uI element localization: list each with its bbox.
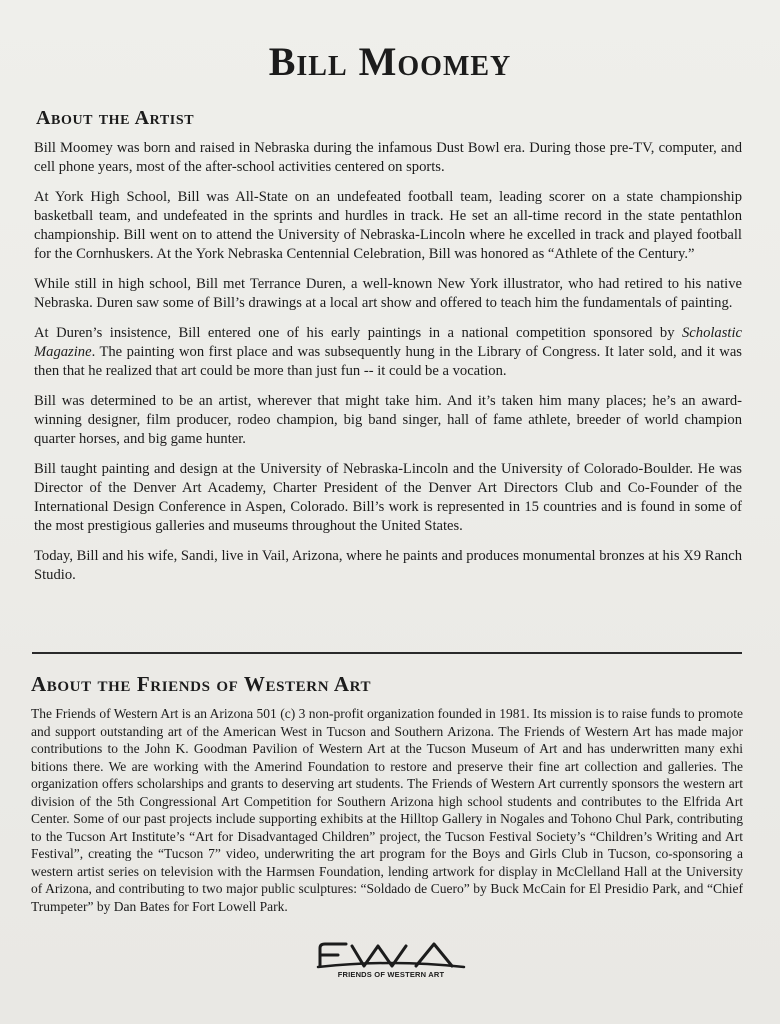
- artist-paragraph: [34, 324, 742, 381]
- fwa-logo-caption: FRIENDS OF WESTERN ART: [337, 970, 445, 979]
- artist-paragraph: Today, Bill and his wife, Sandi, live in Vail, Arizona, where he paints and produces monumental bronzes at his X9 Ranch Studio.: [34, 548, 742, 583]
- about-artist-body: [34, 139, 742, 596]
- artist-paragraph-text: . The painting won first place and was subsequently hung in the Library of Congress. It later sold, and it was then that he realized that art could be more than just fun -- it could be a vocation.: [34, 344, 742, 379]
- magazine-title: Scholastic Magazine: [34, 325, 742, 360]
- section-divider: [32, 652, 742, 654]
- artist-paragraph: While still in high school, Bill met Terrance Duren, a well-known New York illustrator, who had retired to his native Nebraska. Duren saw some of Bill’s drawings at a local art show and offered to teach him the fundamentals of painting.: [34, 276, 742, 311]
- about-friends-heading: About the Friends of Western Art: [31, 672, 372, 696]
- about-artist-heading: About the Artist: [36, 107, 195, 129]
- artist-paragraph: Bill taught painting and design at the University of Nebraska-Lincoln and the University of Colorado-Boulder. He was Director of the Denver Art Academy, Charter President of the Denver Art Directors Club and Co-Founder of the International Design Conference in Aspen, Colorado. Bill’s work is represented in 15 countries and is found in some of the most prestigious galleries and museums throughout the United States.: [34, 461, 742, 534]
- about-friends-body: The Friends of Western Art is an Arizona 501 (c) 3 non-profit organization founded in 1981. Its mission is to raise funds to promote and support outstanding art of the American West in Tucson and Southern Arizona. The Friends of Western Art has made major contributions to the John K. Goodman Pavilion of Western Art at the Tucson Museum of Art and has underwritten many exhi bitions there. We are working with the Amerind Foundation to restore and preserve their fine art collection and galleries. The organization offers scholarships and grants to deserving art students. The Friends of Western Art currently sponsors the western art division of the 5th Congressional Art Competition for Southern Arizona high school students and contributes to the Elfrida Art Center. Some of our past projects include supporting exhibits at the Hilltop Gallery in Nogales and Tohono Chul Park, contributing to the Tucson Art Institute’s “Art for Disadvantaged Children” project, the Tucson Festival Society’s “Children’s Writing and Art Festival”, creating the “Tucson 7” video, underwriting the art program for the Boys and Girls Club in Tucson, co-sponsoring a western artist series on television with the Harmsen Foundation, lending artwork for display in McClelland Hall at the University of Arizona, and contributing to two major public sculptures: “Soldado de Cuero” by Buck McCain for El Presidio Park, and “Chief Trumpeter” by Dan Bates for Fort Lowell Park.: [31, 706, 743, 914]
- page-title: Bill Moomey: [268, 39, 512, 84]
- artist-paragraph: At York High School, Bill was All-State on an undefeated football team, leading scorer on a state championship basketball team, and undefeated in the sprints and hurdles in track. He set an all-time record in the state pentathlon championship. Bill went on to attend the University of Nebraska-Lincoln where he excelled in track and played football for the Cornhuskers. At the York Nebraska Centennial Celebration, Bill was honored as “Athlete of the Century.”: [34, 189, 742, 262]
- fwa-logo-mark-icon: [316, 940, 466, 970]
- artist-paragraph-text: At Duren’s insistence, Bill entered one of his early paintings in a national competition sponsored by: [34, 325, 682, 341]
- artist-paragraph: Bill was determined to be an artist, wherever that might take him. And it’s taken him many places; he’s an award-winning designer, film producer, rodeo champion, big band singer, hall of fame athlete, breeder of world champion quarter horses, and big game hunter.: [34, 393, 742, 447]
- artist-paragraph: Bill Moomey was born and raised in Nebraska during the infamous Dust Bowl era. During those pre-TV, computer, and cell phone years, most of the after-school activities centered on sports.: [34, 140, 742, 175]
- fwa-logo: [316, 940, 466, 984]
